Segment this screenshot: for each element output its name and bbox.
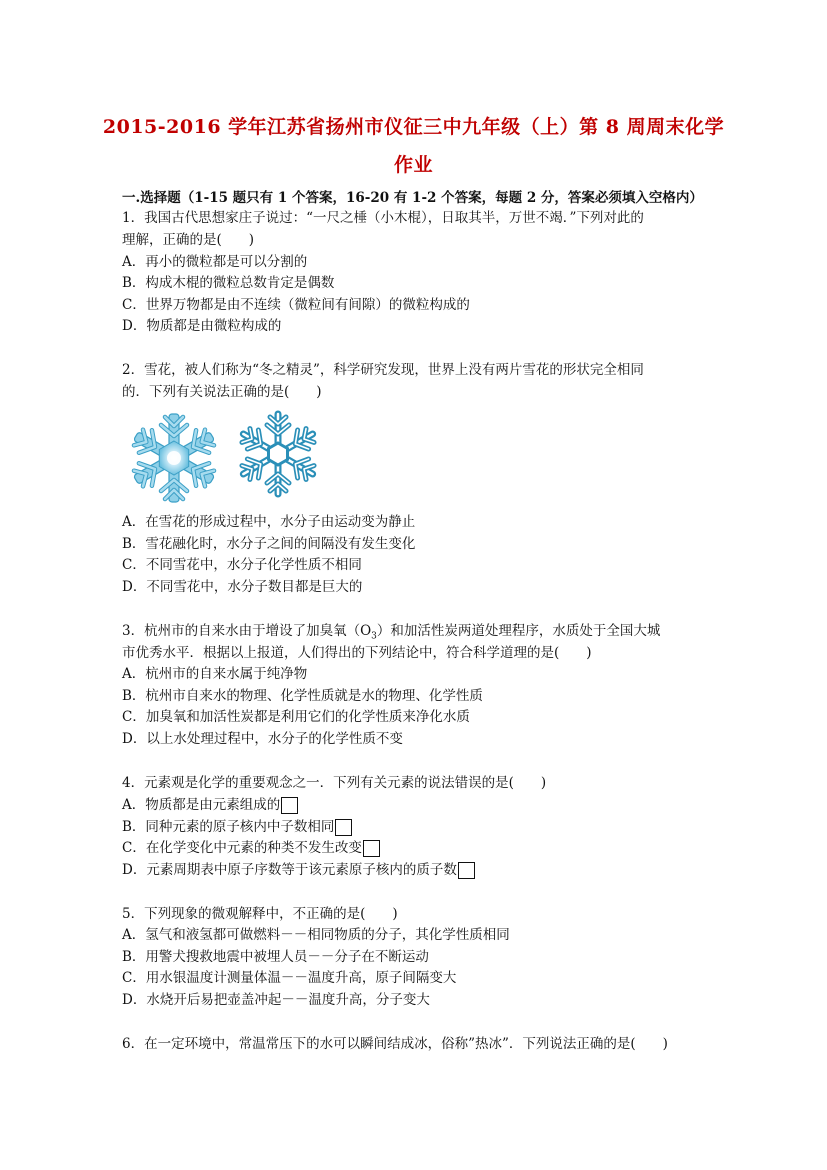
q4-option-c: C．在化学变化中元素的种类不发生改变 — [122, 840, 362, 856]
q2-option-b: B．雪花融化时，水分子之间的间隔没有发生变化 — [122, 536, 416, 552]
q3-stem-line2: 市优秀水平．根据以上报道，人们得出的下列结论中，符合科学道理的是( ) — [122, 645, 592, 661]
q1-option-a: A．再小的微粒都是可以分割的 — [122, 254, 308, 270]
q3-ozone-subscript: 3 — [371, 631, 377, 642]
q5-option-a: A．氢气和液氢都可做燃料－－相同物质的分子，其化学性质相同 — [122, 927, 510, 943]
q4-stem-line1: 4．元素观是化学的重要观念之一．下列有关元素的说法错误的是( ) — [122, 775, 547, 791]
q3-option-b: B．杭州市自来水的物理、化学性质就是水的物理、化学性质 — [122, 688, 483, 704]
document-title-line1: 2015-2016 学年江苏省扬州市仪征三中九年级（上）第 8 周周末化学 — [102, 116, 725, 138]
q2-stem-line1: 2．雪花，被人们称为“冬之精灵”，科学研究发现，世界上没有两片雪花的形状完全相同 — [122, 362, 644, 378]
q4-answer-box-b — [335, 819, 352, 836]
snowflake-image-2 — [236, 410, 320, 498]
q4-answer-box-a — [281, 797, 298, 814]
q3-option-d: D．以上水处理过程中，水分子的化学性质不变 — [122, 731, 403, 747]
q4-option-d-row — [122, 860, 475, 880]
q1-stem-line2: 理解，正确的是( ) — [122, 232, 255, 248]
q4-option-a-row — [122, 795, 298, 815]
q4-option-a: A．物质都是由元素组成的 — [122, 797, 281, 813]
q3-option-a: A．杭州市的自来水属于纯净物 — [122, 666, 308, 682]
snowflake-image-1 — [122, 410, 226, 505]
q4-option-b: B．同种元素的原子核内中子数相同 — [122, 819, 335, 835]
q2-option-d: D．不同雪花中，水分子数目都是巨大的 — [122, 579, 363, 595]
q5-stem-line1: 5．下列现象的微观解释中，不正确的是( ) — [122, 906, 398, 922]
q1-option-b: B．构成木棍的微粒总数肯定是偶数 — [122, 275, 335, 291]
q3-option-c: C．加臭氧和加活性炭都是利用它们的化学性质来净化水质 — [122, 709, 470, 725]
q2-option-a: A．在雪花的形成过程中，水分子由运动变为静止 — [122, 514, 416, 530]
q4-option-c-row — [122, 838, 380, 858]
q2-stem-line2: 的．下列有关说法正确的是( ) — [122, 384, 322, 400]
q5-option-c: C．用水银温度计测量体温－－温度升高，原子间隔变大 — [122, 970, 457, 986]
q1-stem-line1: 1．我国古代思想家庄子说过：“一尺之棰（小木棍），日取其半，万世不竭．”下列对此的 — [122, 210, 644, 226]
q4-option-d: D．元素周期表中原子序数等于该元素原子核内的质子数 — [122, 862, 457, 878]
q3-stem-part2: ）和加活性炭两道处理程序，水质处于全国大城 — [376, 623, 661, 639]
q2-option-c: C．不同雪花中，水分子化学性质不相同 — [122, 557, 362, 573]
q4-answer-box-d — [458, 862, 475, 879]
q5-option-d: D．水烧开后易把壶盖冲起－－温度升高，分子变大 — [122, 992, 430, 1008]
q6-stem-line1: 6．在一定环境中，常温常压下的水可以瞬间结成冰，俗称”热冰”．下列说法正确的是( ) — [122, 1036, 668, 1052]
q4-option-b-row — [122, 817, 352, 837]
q5-option-b: B．用警犬搜救地震中被埋人员－－分子在不断运动 — [122, 949, 429, 965]
section-heading: 一.选择题（1-15 题只有 1 个答案，16-20 有 1-2 个答案，每题 2 分，答案必须填入空格内） — [122, 190, 703, 206]
q3-stem-part1: 3．杭州市的自来水由于增设了加臭氧（O — [122, 623, 372, 639]
q4-answer-box-c — [363, 840, 380, 857]
q1-option-d: D．物质都是由微粒构成的 — [122, 318, 282, 334]
document-title-line2: 作业 — [393, 154, 433, 176]
q1-option-c: C．世界万物都是由不连续（微粒间有间隙）的微粒构成的 — [122, 297, 470, 313]
